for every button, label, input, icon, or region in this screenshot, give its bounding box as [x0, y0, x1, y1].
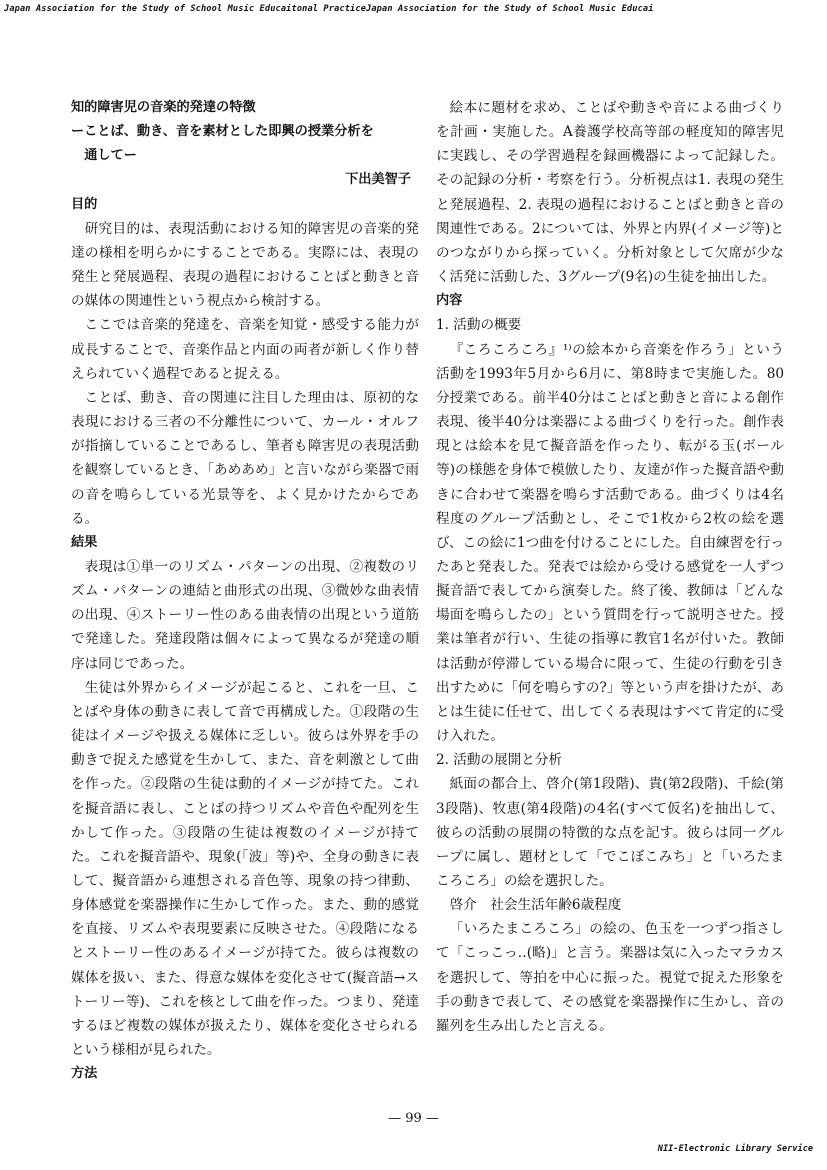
- purpose-paragraph-1: 研究目的は、表現活動における知的障害児の音楽的発達の様相を明らかにすることである。実際には、表現の発生と発展過程、表現の過程におけることばと動きと音の媒体の関連性という視点から検討する。: [71, 220, 419, 310]
- purpose-paragraph-3: ことば、動き、音の関連に注目した理由は、原初的な表現における三者の不分離性について、カール・オルフが指摘していることであるし、筆者も障害児の表現活動を観察しているとき、「あめあめ」と言いながら楽器で雨の音を鳴らしている光景等を、よく見かけたからである。: [71, 389, 419, 527]
- page-number: — 99 —: [388, 1111, 439, 1126]
- purpose-paragraph-2: ここでは音楽的発達を、音楽を知覚・感受する能力が成長することで、音楽作品と内面の両者が新しく作り替えられていく過程であると捉える。: [71, 317, 419, 382]
- title-line-1: 知的障害児の音楽的発達の特徴: [71, 100, 256, 115]
- overview-paragraph: 『ころころころ』¹⁾の絵本から音楽を作ろう」という活動を1993年5月から6月に、第8時まで実施した。80分授業である。前半40分はことばと動きと音による創作表現、後半40分は楽器による曲づくりを行った。創作表現とは絵本を見て擬音語を作ったり、転がる玉(ボール等)の様態を身体で模倣したり、友達が作った擬音語や動きに合わせて楽器を鳴らす活動である。曲づくりは4名程度のグループ活動とし、そこで1枚から2枚の絵を選び、この絵に1つ曲を付けることにした。自由練習を行ったあと発表した。発表では絵から受ける感覚を一人ずつ擬音語で表してから演奏した。終了後、教師は「どんな場面を鳴らしたの」という質問を行って説明させた。授業は筆者が行い、生徒の指導に教官1名が付いた。教師は活動が停滞している場合に限って、生徒の行動を引き出すために「何を鳴らすの?」等という声を掛けたが、あとは生徒に任せて、出してくる表現はすべて肯定的に受け入れた。: [436, 341, 784, 745]
- title-line-2: ーことば、動き、音を素材とした即興の授業分析を: [71, 124, 374, 140]
- title-line-3: 通してー: [84, 148, 137, 164]
- heading-method: 方法: [71, 1066, 98, 1082]
- subheading-overview: 1. 活動の概要: [436, 317, 522, 334]
- method-paragraph: 絵本に題材を求め、ことばや動きや音による曲づくりを計画・実施した。A養護学校高等部の軽度知的障害児に実践し、その学習過程を録画機器によって記録した。その記録の分析・考察を行う。分析視点は1. 表現の発生と発展過程、2. 表現の過程におけることばと動きと音の関連性である。2については、外界と内界(イメージ等)とのつながりから探っていく。分析対象として欠席が少なく活発に活動した、3グループ(9名)の生徒を抽出した。: [436, 100, 784, 286]
- heading-results: 結果: [71, 534, 98, 550]
- development-paragraph: 紙面の都合上、啓介(第1段階)、貴(第2段階)、千絵(第3段階)、牧恵(第4段階)の4名(すべて仮名)を抽出して、彼らの活動の展開の特徴的な点を記す。彼らは同一グループに属し、題材として「でこぼこみち」と「いろたまころころ」の絵を選択した。: [436, 776, 784, 889]
- results-paragraph-2: 生徒は外界からイメージが起こると、これを一旦、ことばや身体の動きに表して音で再構成した。①段階の生徒はイメージや扱える媒体に乏しい。彼らは外界を手の動きで捉えた感覚を生かして、また、音を刺激として曲を作った。②段階の生徒は動的イメージが持てた。これを擬音語に表し、ことばの持つリズムや音色や配列を生かして作った。③段階の生徒は複数のイメージが持てた。これを擬音語や、現象(「波」等)や、全身の動きに表して、擬音語から連想される音色等、現象の持つ律動、身体感覚を楽器操作に生かして作った。また、動的感覚を直接、リズムや表現要素に反映させた。④段階になるとストーリー性のあるイメージが持てた。彼らは複数の媒体を扱い、また、得意な媒体を変化させて(擬音語→ストーリー等)、これを核として曲を作った。つまり、発達するほど複数の媒体が扱えたり、媒体を変化させられるという様相が見られた。: [71, 679, 419, 1059]
- footer-credit: NII-Electronic Library Service: [657, 1144, 813, 1154]
- case-paragraph-keisuke: 「いろたまころころ」の絵の、色玉を一つずつ指さして「こっこっ‥(略)」と言う。楽器は気に入ったマラカスを選択して、等拍を中心に振った。視覚で捉えた形象を手の動きで表して、その感覚を楽器操作に生かし、音の羅列を生み出したと言える。: [436, 921, 784, 1034]
- running-header: Japan Association for the Study of School Music Educaitonal PracticeJapan Association for the Study of School Music Educai: [4, 4, 654, 14]
- heading-purpose: 目的: [71, 196, 98, 212]
- left-column: [71, 96, 419, 1086]
- case-heading-keisuke: 啓介 社会生活年齢6歳程度: [449, 897, 622, 914]
- subheading-development: 2. 活動の展開と分析: [436, 752, 563, 769]
- heading-content: 内容: [436, 293, 463, 309]
- author-name: 下出美智子: [345, 172, 411, 188]
- results-paragraph-1: 表現は①単一のリズム・パターンの出現、②複数のリズム・パターンの連結と曲形式の出現、③微妙な曲表情の出現、④ストーリー性のある曲表情の出現という道筋で発達した。発達段階は個々によって異なるが発達の順序は同じであった。: [71, 558, 419, 672]
- right-column: [436, 96, 784, 1038]
